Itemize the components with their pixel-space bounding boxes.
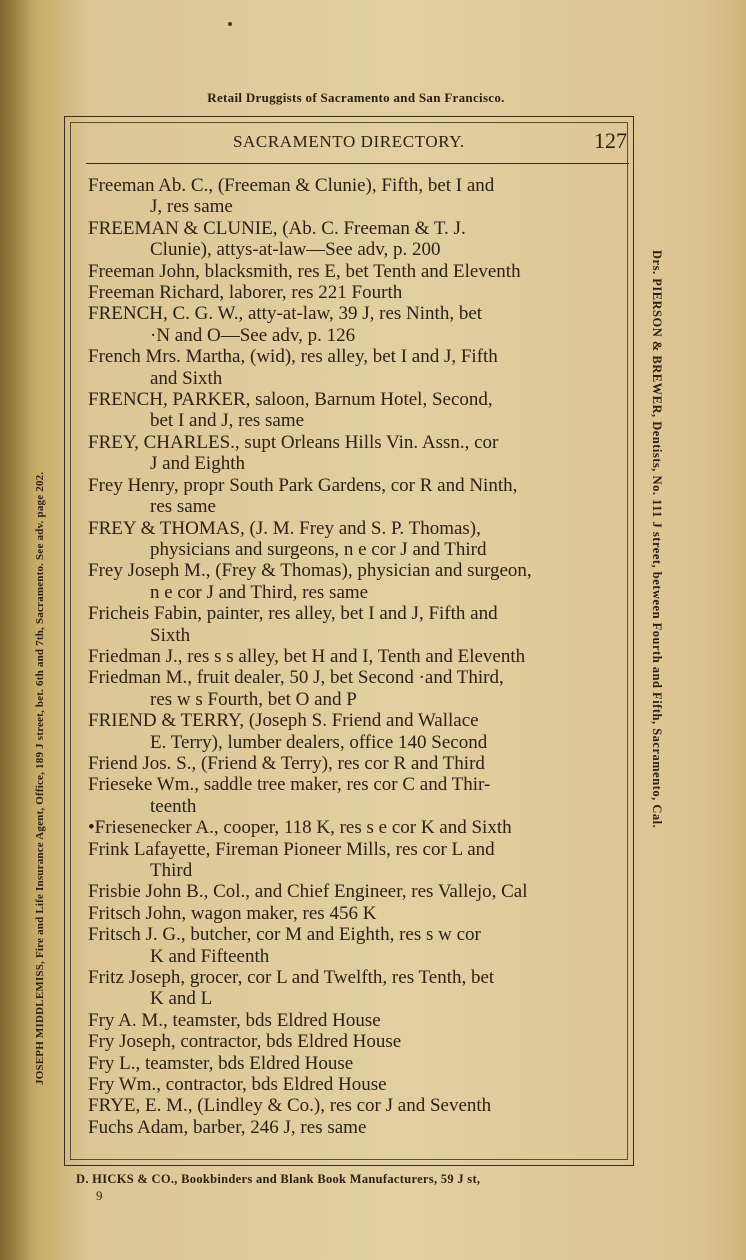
entry-line: Fricheis Fabin, painter, res alley, bet I and J, Fifth and: [88, 603, 498, 625]
directory-entry: [88, 924, 633, 967]
entry-line: Fritsch J. G., butcher, cor M and Eighth, res s w cor: [88, 924, 481, 946]
entry-line: FRENCH, C. G. W., atty-at-law, 39 J, res Ninth, bet: [88, 303, 483, 325]
directory-entry: [88, 667, 633, 710]
entry-continuation-line: physicians and surgeons, n e cor J and Third: [150, 538, 487, 560]
entry-line: Frisbie John B., Col., and Chief Engineer, res Vallejo, Cal: [88, 881, 528, 903]
entry-continuation-line: Sixth: [150, 624, 191, 646]
directory-entry: [88, 1095, 633, 1116]
entry-continuation-line: res w s Fourth, bet O and P: [150, 688, 357, 710]
entry-line: Fry Wm., contractor, bds Eldred House: [88, 1074, 387, 1096]
directory-entry: [88, 303, 633, 346]
directory-entry: [88, 1010, 633, 1031]
directory-entry: [88, 1031, 633, 1052]
directory-entry: [88, 560, 633, 603]
entry-continuation-line: and Sixth: [150, 367, 223, 389]
directory-entry: [88, 175, 633, 218]
directory-entry: [88, 261, 633, 282]
entry-line: FRENCH, PARKER, saloon, Barnum Hotel, Second,: [88, 389, 493, 411]
entry-line: •Friesenecker A., cooper, 118 K, res s e cor K and Sixth: [88, 817, 512, 839]
entry-line: Friend Jos. S., (Friend & Terry), res cor R and Third: [88, 752, 485, 774]
entry-line: Fry L., teamster, bds Eldred House: [88, 1052, 354, 1074]
entry-continuation-line: res same: [150, 496, 216, 518]
directory-entry: [88, 1053, 633, 1074]
directory-entry: [88, 839, 633, 882]
entry-line: FREEMAN & CLUNIE, (Ab. C. Freeman & T. J.: [88, 217, 466, 239]
entry-line: Frey Joseph M., (Frey & Thomas), physician and surgeon,: [88, 560, 532, 582]
header-rule: [86, 163, 629, 164]
entry-line: Fritsch John, wagon maker, res 456 K: [88, 902, 377, 924]
directory-entry: [88, 389, 633, 432]
entry-line: Freeman John, blacksmith, res E, bet Tenth and Eleventh: [88, 260, 521, 282]
top-advertisement: Retail Druggists of Sacramento and San Francisco.: [207, 90, 505, 105]
entry-line: French Mrs. Martha, (wid), res alley, bet I and J, Fifth: [88, 346, 498, 368]
entry-line: Fritz Joseph, grocer, cor L and Twelfth, res Tenth, bet: [88, 967, 495, 989]
entry-continuation-line: K and Fifteenth: [150, 945, 270, 967]
entry-line: Frieseke Wm., saddle tree maker, res cor C and Thir-: [88, 774, 491, 796]
directory-entries: [88, 175, 633, 1138]
right-margin-advertisement: Drs. PIERSON & BREWER, Dentists, No. 111 J street, between Fourth and Fifth, Sacramento, Cal.: [650, 250, 664, 829]
directory-entry: [88, 967, 633, 1010]
signature-mark: 9: [96, 1188, 103, 1203]
entry-line: Freeman Ab. C., (Freeman & Clunie), Fifth, bet I and: [88, 175, 495, 196]
entry-continuation-line: ·N and O—See adv, p. 126: [150, 324, 356, 346]
directory-entry: [88, 475, 633, 518]
entry-continuation-line: Third: [150, 860, 193, 881]
entry-line: Fuchs Adam, barber, 246 J, res same: [88, 1116, 367, 1138]
entry-continuation-line: bet I and J, res same: [150, 410, 305, 432]
entry-line: Friedman M., fruit dealer, 50 J, bet Second ·and Third,: [88, 667, 504, 689]
entry-line: Fry A. M., teamster, bds Eldred House: [88, 1009, 381, 1031]
directory-entry: [88, 603, 633, 646]
directory-entry: [88, 1117, 633, 1138]
entry-line: FRIEND & TERRY, (Joseph S. Friend and Wallace: [88, 710, 479, 732]
directory-entry: [88, 710, 633, 753]
entry-line: Friedman J., res s s alley, bet H and I, Tenth and Eleventh: [88, 645, 526, 667]
directory-entry: [88, 881, 633, 902]
directory-entry: [88, 432, 633, 475]
ink-spot: [228, 22, 232, 26]
entry-continuation-line: teenth: [150, 795, 197, 817]
entry-continuation-line: n e cor J and Third, res same: [150, 581, 369, 603]
directory-entry: [88, 903, 633, 924]
entry-continuation-line: E. Terry), lumber dealers, office 140 Second: [150, 731, 488, 753]
directory-entry: [88, 1074, 633, 1095]
entry-line: Fry Joseph, contractor, bds Eldred House: [88, 1031, 402, 1053]
entry-line: FREY & THOMAS, (J. M. Frey and S. P. Thomas),: [88, 517, 481, 539]
directory-entry: [88, 774, 633, 817]
running-header: [80, 128, 635, 160]
directory-entry: [88, 817, 633, 838]
entry-line: Frink Lafayette, Fireman Pioneer Mills, res cor L and: [88, 838, 495, 860]
entry-line: FRYE, E. M., (Lindley & Co.), res cor J and Seventh: [88, 1095, 492, 1117]
entry-line: Frey Henry, propr South Park Gardens, cor R and Ninth,: [88, 474, 518, 496]
entry-line: FREY, CHARLES., supt Orleans Hills Vin. Assn., cor: [88, 431, 499, 453]
entry-continuation-line: K and L: [150, 988, 213, 1010]
page-edge-shadow: [0, 0, 32, 1260]
directory-entry: [88, 218, 633, 261]
entry-line: Freeman Richard, laborer, res 221 Fourth: [88, 282, 403, 304]
directory-entry: [88, 282, 633, 303]
running-title: SACRAMENTO DIRECTORY.: [233, 132, 465, 151]
entry-continuation-line: J and Eighth: [150, 453, 245, 475]
directory-entry: [88, 753, 633, 774]
entry-continuation-line: Clunie), attys-at-law—See adv, p. 200: [150, 239, 441, 261]
bottom-advertisement: D. HICKS & CO., Bookbinders and Blank Book Manufacturers, 59 J st,: [76, 1172, 481, 1186]
directory-entry: [88, 646, 633, 667]
left-margin-advertisement: JOSEPH MIDDLEMISS, Fire and Life Insurance Agent, Office, 189 J street, bet. 6th and 7th, Sacramento. See adv. page 202.: [34, 471, 46, 1085]
entry-continuation-line: J, res same: [150, 196, 233, 218]
directory-entry: [88, 518, 633, 561]
page-number: 127: [594, 128, 627, 153]
directory-entry: [88, 346, 633, 389]
